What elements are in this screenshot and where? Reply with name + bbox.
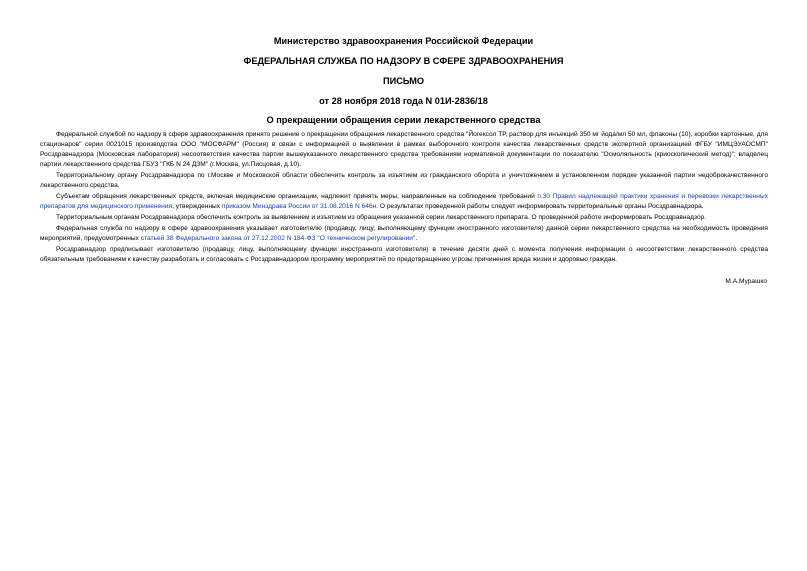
paragraph-territorial-moscow: Территориальному органу Росздравнадзора по г.Москве и Московской области обеспечить контроль за изъятием из гражданского оборота и уничтожением в установленном порядке указанной партии недоброкачественного лекарственного средства. — [40, 172, 768, 189]
service-title: ФЕДЕРАЛЬНАЯ СЛУЖБА ПО НАДЗОРУ В СФЕРЕ ЗДРАВООХРАНЕНИЯ — [243, 56, 564, 66]
document-type: ПИСЬМО — [382, 76, 425, 86]
link-storage-rules[interactable]: п.30 Правил надлежащей практики хранения и перевозки лекарственных препаратов для медицинского применения — [40, 193, 768, 210]
paragraph-text: , утвержденных — [172, 203, 222, 210]
document-date-number: от 28 ноября 2018 года N 01И-2836/18 — [319, 96, 488, 106]
link-law-184fz[interactable]: статьей 38 Федерального закона от 27.12.2002 N 184-ФЗ "О техническом регулировании" — [140, 235, 416, 242]
letter-body — [40, 130, 768, 266]
paragraph-text: Субъектам обращения лекарственных средств, включая медицинские организации, надлежит принять меры, направленные на соблюдение требований — [56, 193, 538, 200]
signature: М.А.Мурашко — [725, 278, 767, 285]
paragraph-text: Федеральная служба по надзору в сфере здравоохранения указывает изготовителю (продавцу, лицу, выполняющему функции иностранного изготовителя) данной серии лекарственного средства на необходимость проведения мероприятий, предусмотренных — [40, 225, 768, 242]
paragraph-territorial-control: Территориальным органам Росздравнадзора обеспечить контроль за выявлением и изъятием из обращения указанной серии лекарственного препарата. О проведенной работе информировать Росздравнадзор. — [56, 214, 707, 221]
paragraph-text: . — [415, 235, 418, 242]
ministry-title: Министерство здравоохранения Российской Федерации — [273, 36, 534, 46]
paragraph-manufacturer — [40, 224, 768, 244]
paragraph-decision: Федеральной службой по надзору в сфере здравоохранения принято решение о прекращении обращения лекарственного средства "Йогексол ТР, раствор для инъекций 350 мг йода/мл 50 мл, флаконы (10), коробки картонные, для стационаров" серии 0021015 производства ООО "МОСФАРМ" (Россия) в связи с информацией о выявлении в рамках выборочного контроля качества лекарственных средств экспертной организацией ФГБУ "ИМЦЭУАОСМП" Росздравнадзора (Московская лаборатория) несоответствия качества партии вышеуказанного лекарственного средства требованиям нормативной документации по показателю "Осмоляльность (криоскопический метод)"; владелец партии лекарственного средства ГБУЗ "ГКБ N 24 ДЗМ" (г.Москва, ул.Писцовая, д.10). — [40, 131, 768, 168]
paragraph-subjects — [40, 192, 768, 212]
document-subject: О прекращении обращения серии лекарственного средства — [266, 115, 541, 125]
link-order-646n[interactable]: приказом Минздрава России от 31.08.2016 N 646н — [221, 203, 377, 210]
paragraph-text: . О результатах проведенной работы следует информировать территориальные органы Росздравнадзора. — [376, 203, 704, 210]
paragraph-prescription: Росздравнадзор предписывает изготовителю (продавцу, лицу, выполняющему функции иностранного изготовителя) в течение десяти дней с момента получения информации о несоответствии лекарственного средства обязательным требованиям к качеству разработать и согласовать с Росздравнадзором программу мероприятий по предотвращению угрозы причинения вреда жизни и здоровью граждан. — [40, 246, 768, 263]
